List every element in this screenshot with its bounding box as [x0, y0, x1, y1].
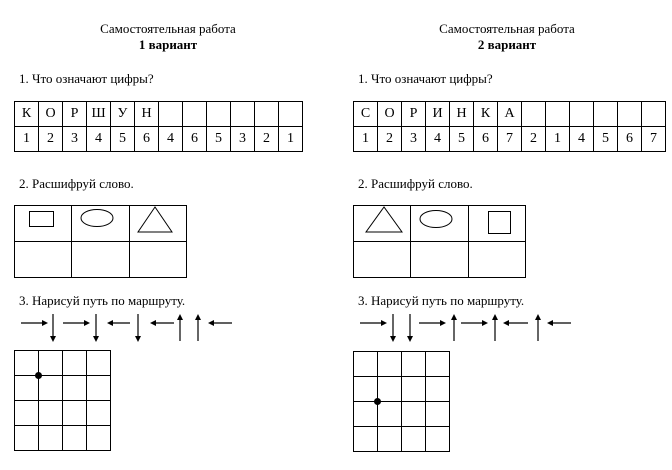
arrow-right-icon — [461, 320, 488, 326]
digits-row — [15, 127, 303, 152]
variant-2-code-table — [353, 101, 666, 152]
letter-cell[interactable] — [642, 102, 666, 127]
arrow-up-icon — [492, 314, 498, 341]
variant-1-shape-cipher — [14, 205, 188, 279]
arrow-down-icon — [93, 314, 99, 342]
square-icon — [489, 212, 511, 234]
arrow-down-icon — [390, 314, 396, 342]
variant-2-question-2: 2. Расшифруй слово. — [358, 176, 473, 191]
digit-cell: 6 — [183, 127, 207, 152]
digit-cell: 4 — [426, 127, 450, 152]
variant-2-route-arrows — [357, 313, 577, 343]
letter-cell[interactable] — [255, 102, 279, 127]
variant-2-question-1: 1. Что означают цифры? — [358, 71, 493, 86]
digit-cell: 7 — [642, 127, 666, 152]
answer-cell[interactable] — [130, 242, 186, 277]
digits-row — [354, 127, 666, 152]
variant-1-subtitle: 1 вариант — [138, 37, 198, 52]
arrow-right-icon — [419, 320, 446, 326]
answer-cell[interactable] — [469, 242, 525, 277]
variant-1-question-1: 1. Что означают цифры? — [19, 71, 154, 86]
variant-2 — [339, 0, 672, 470]
digit-cell: 5 — [207, 127, 231, 152]
arrow-up-icon — [535, 314, 541, 341]
letter-cell[interactable] — [546, 102, 570, 127]
letters-row — [354, 102, 666, 127]
digit-cell: 2 — [39, 127, 63, 152]
variant-1-title: Самостоятельная работа — [100, 21, 236, 36]
letter-cell: Н — [450, 102, 474, 127]
arrow-right-icon — [63, 320, 90, 326]
letter-cell: Р — [63, 102, 87, 127]
arrow-left-icon — [547, 320, 571, 326]
letter-cell: У — [111, 102, 135, 127]
letter-cell: И — [426, 102, 450, 127]
digit-cell: 6 — [135, 127, 159, 152]
letter-cell: С — [354, 102, 378, 127]
letter-cell[interactable] — [207, 102, 231, 127]
arrow-down-icon — [407, 314, 413, 342]
arrow-right-icon — [360, 320, 387, 326]
digit-cell: 5 — [450, 127, 474, 152]
letter-cell[interactable] — [522, 102, 546, 127]
letter-cell: К — [15, 102, 39, 127]
digit-cell: 1 — [546, 127, 570, 152]
letter-cell: О — [39, 102, 63, 127]
letter-cell: Н — [135, 102, 159, 127]
digit-cell: 6 — [474, 127, 498, 152]
letter-cell[interactable] — [594, 102, 618, 127]
letter-cell[interactable] — [570, 102, 594, 127]
digit-cell: 1 — [15, 127, 39, 152]
variant-1-question-3: 3. Нарисуй путь по маршруту. — [19, 293, 186, 308]
variant-1-route-grid[interactable] — [14, 350, 112, 452]
answer-cell[interactable] — [72, 242, 129, 277]
digit-cell: 4 — [570, 127, 594, 152]
variant-2-question-3: 3. Нарисуй путь по маршруту. — [358, 293, 525, 308]
arrow-down-icon — [50, 314, 56, 342]
digit-cell: 7 — [498, 127, 522, 152]
digit-cell: 4 — [87, 127, 111, 152]
ellipse-icon — [420, 211, 452, 228]
digit-cell: 5 — [111, 127, 135, 152]
letter-cell: Р — [402, 102, 426, 127]
variant-2-subtitle: 2 вариант — [477, 37, 537, 52]
letter-cell[interactable] — [279, 102, 303, 127]
arrow-left-icon — [503, 320, 528, 326]
arrow-right-icon — [21, 320, 48, 326]
variant-2-title: Самостоятельная работа — [439, 21, 575, 36]
arrow-up-icon — [177, 314, 183, 341]
digit-cell: 2 — [255, 127, 279, 152]
digit-cell: 3 — [63, 127, 87, 152]
triangle-icon — [366, 207, 402, 232]
arrow-down-icon — [135, 314, 141, 342]
arrow-up-icon — [451, 314, 457, 341]
digit-cell: 5 — [594, 127, 618, 152]
letter-cell[interactable] — [159, 102, 183, 127]
variant-1-route-arrows — [18, 313, 238, 343]
arrow-left-icon — [150, 320, 174, 326]
arrow-left-icon — [107, 320, 130, 326]
rectangle-icon — [30, 212, 54, 227]
letter-cell[interactable] — [183, 102, 207, 127]
answer-cell[interactable] — [15, 242, 71, 277]
digit-cell: 1 — [279, 127, 303, 152]
answer-cell[interactable] — [411, 242, 468, 277]
letter-cell: А — [498, 102, 522, 127]
digit-cell: 2 — [378, 127, 402, 152]
variant-2-shape-cipher — [353, 205, 527, 279]
variant-1-code-table — [14, 101, 303, 152]
variant-1-question-2: 2. Расшифруй слово. — [19, 176, 134, 191]
digit-cell: 6 — [618, 127, 642, 152]
start-point — [35, 372, 42, 379]
arrow-left-icon — [208, 320, 232, 326]
digit-cell: 3 — [231, 127, 255, 152]
digit-cell: 3 — [402, 127, 426, 152]
digit-cell: 1 — [354, 127, 378, 152]
triangle-icon — [138, 207, 172, 232]
start-point — [374, 398, 381, 405]
arrow-up-icon — [195, 314, 201, 341]
digit-cell: 2 — [522, 127, 546, 152]
answer-cell[interactable] — [354, 242, 410, 277]
letters-row — [15, 102, 303, 127]
letter-cell[interactable] — [231, 102, 255, 127]
letter-cell: О — [378, 102, 402, 127]
letter-cell: К — [474, 102, 498, 127]
digit-cell: 4 — [159, 127, 183, 152]
variant-2-route-grid[interactable] — [353, 351, 451, 453]
ellipse-icon — [81, 210, 113, 227]
letter-cell: Ш — [87, 102, 111, 127]
letter-cell[interactable] — [618, 102, 642, 127]
